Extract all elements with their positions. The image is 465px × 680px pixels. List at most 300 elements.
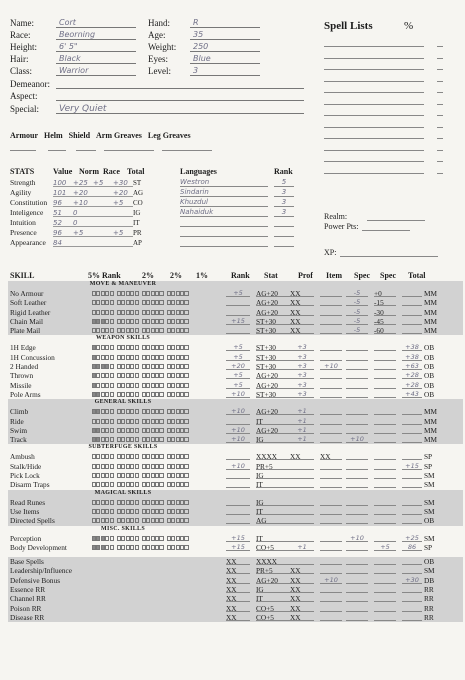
skill-total[interactable] xyxy=(402,426,422,434)
skill-item-bonus[interactable] xyxy=(320,471,342,479)
stat-norm[interactable]: +10 xyxy=(73,199,93,207)
language-rank[interactable] xyxy=(274,228,294,237)
skill-stat-bonus[interactable]: IT xyxy=(256,594,290,602)
skill-rank-boxes[interactable] xyxy=(92,518,189,524)
skill-spec1-bonus[interactable] xyxy=(346,585,368,593)
skill-stat-bonus[interactable]: AG+20 xyxy=(256,308,290,316)
eyes-value[interactable]: Blue xyxy=(190,54,260,64)
skill-stat-bonus[interactable]: IT xyxy=(256,417,290,425)
skill-rank-boxes[interactable] xyxy=(92,328,189,334)
skill-rank-boxes[interactable] xyxy=(92,409,189,415)
skill-spec2-bonus[interactable] xyxy=(374,353,396,361)
skill-item-bonus[interactable] xyxy=(320,516,342,524)
skill-prof-bonus[interactable]: XX xyxy=(290,576,314,584)
skill-item-bonus[interactable] xyxy=(320,308,342,316)
skill-prof-bonus[interactable]: +1 xyxy=(290,407,314,415)
skill-stat-bonus[interactable]: AG+20 xyxy=(256,407,290,415)
skill-total[interactable]: +38 xyxy=(402,343,422,351)
skill-item-bonus[interactable] xyxy=(320,585,342,593)
spell-list-line[interactable] xyxy=(324,173,424,174)
skill-total[interactable]: +38 xyxy=(402,353,422,361)
skill-spec1-bonus[interactable] xyxy=(346,462,368,470)
skill-rank-boxes[interactable] xyxy=(92,310,189,316)
skill-total[interactable] xyxy=(402,557,422,565)
skill-rank-bonus[interactable]: +10 xyxy=(226,462,250,470)
skill-rank-bonus[interactable] xyxy=(226,298,250,306)
skill-total[interactable] xyxy=(402,407,422,415)
skill-spec2-bonus[interactable]: -60 xyxy=(374,326,396,334)
skill-spec1-bonus[interactable]: -5 xyxy=(346,289,368,297)
stat-total[interactable] xyxy=(113,209,133,217)
skill-total[interactable] xyxy=(402,480,422,488)
skill-spec1-bonus[interactable] xyxy=(346,407,368,415)
race-value[interactable]: Beorning xyxy=(56,30,136,40)
skill-spec1-bonus[interactable] xyxy=(346,507,368,515)
skill-rank-bonus[interactable] xyxy=(226,498,250,506)
skill-item-bonus[interactable] xyxy=(320,326,342,334)
skill-rank-bonus[interactable]: XX xyxy=(226,594,250,602)
skill-spec1-bonus[interactable] xyxy=(346,543,368,551)
skill-item-bonus[interactable] xyxy=(320,298,342,306)
skill-total[interactable] xyxy=(402,308,422,316)
spell-list-percent-line[interactable] xyxy=(437,138,443,139)
stat-value[interactable]: 51 xyxy=(53,209,73,217)
skill-spec2-bonus[interactable] xyxy=(374,516,396,524)
skill-total[interactable] xyxy=(402,326,422,334)
language-entry[interactable]: Nahaiduk xyxy=(180,208,268,217)
skill-spec1-bonus[interactable] xyxy=(346,390,368,398)
skill-rank-bonus[interactable]: XX xyxy=(226,604,250,612)
skill-rank-bonus[interactable]: XX xyxy=(226,585,250,593)
spell-list-line[interactable] xyxy=(324,92,424,93)
skill-spec1-bonus[interactable]: -5 xyxy=(346,298,368,306)
skill-spec2-bonus[interactable] xyxy=(374,613,396,621)
skill-rank-boxes[interactable] xyxy=(92,345,189,351)
stat-race[interactable] xyxy=(93,199,113,207)
skill-spec1-bonus[interactable] xyxy=(346,557,368,565)
skill-stat-bonus[interactable]: XXXX xyxy=(256,452,290,460)
stat-value[interactable]: 96 xyxy=(53,199,73,207)
skill-prof-bonus[interactable]: XX xyxy=(290,613,314,621)
spell-list-line[interactable] xyxy=(324,69,424,70)
spell-list-line[interactable] xyxy=(324,81,424,82)
spell-list-percent-line[interactable] xyxy=(437,69,443,70)
skill-item-bonus[interactable]: +10 xyxy=(320,362,342,370)
spell-list-percent-line[interactable] xyxy=(437,46,443,47)
skill-prof-bonus[interactable]: XX xyxy=(290,594,314,602)
skill-prof-bonus[interactable]: XX xyxy=(290,566,314,574)
skill-rank-bonus[interactable] xyxy=(226,480,250,488)
spell-list-percent-line[interactable] xyxy=(437,173,443,174)
skill-spec2-bonus[interactable] xyxy=(374,585,396,593)
skill-prof-bonus[interactable]: +1 xyxy=(290,435,314,443)
skill-rank-bonus[interactable]: +5 xyxy=(226,371,250,379)
skill-stat-bonus[interactable]: ST+30 xyxy=(256,390,290,398)
skill-item-bonus[interactable] xyxy=(320,480,342,488)
special-value[interactable]: Very Quiet xyxy=(56,104,304,114)
language-entry[interactable]: Westron xyxy=(180,178,268,187)
skill-rank-bonus[interactable]: +10 xyxy=(226,426,250,434)
skill-spec2-bonus[interactable] xyxy=(374,343,396,351)
skill-prof-bonus[interactable]: XX xyxy=(290,452,314,460)
skill-rank-bonus[interactable]: +10 xyxy=(226,435,250,443)
skill-prof-bonus[interactable] xyxy=(290,516,314,524)
level-value[interactable]: 3 xyxy=(190,66,260,76)
skill-rank-boxes[interactable] xyxy=(92,473,189,479)
skill-prof-bonus[interactable]: XX xyxy=(290,308,314,316)
skill-rank-boxes[interactable] xyxy=(92,509,189,515)
skill-spec1-bonus[interactable] xyxy=(346,417,368,425)
skill-spec1-bonus[interactable] xyxy=(346,604,368,612)
skill-item-bonus[interactable] xyxy=(320,426,342,434)
skill-total[interactable]: +43 xyxy=(402,390,422,398)
skill-rank-bonus[interactable]: +20 xyxy=(226,362,250,370)
stat-value[interactable]: 100 xyxy=(53,179,73,187)
skill-spec1-bonus[interactable]: -5 xyxy=(346,326,368,334)
skill-stat-bonus[interactable]: ST+30 xyxy=(256,362,290,370)
stat-total[interactable] xyxy=(113,239,133,247)
language-rank[interactable]: 3 xyxy=(274,188,294,197)
skill-total[interactable] xyxy=(402,516,422,524)
skill-rank-boxes[interactable] xyxy=(92,419,189,425)
skill-spec2-bonus[interactable] xyxy=(374,452,396,460)
skill-rank-bonus[interactable]: +10 xyxy=(226,407,250,415)
skill-total[interactable] xyxy=(402,452,422,460)
arm-greaves-value[interactable] xyxy=(104,150,154,151)
skill-spec2-bonus[interactable]: -45 xyxy=(374,317,396,325)
xp-value[interactable] xyxy=(340,248,438,257)
skill-item-bonus[interactable] xyxy=(320,557,342,565)
skill-rank-bonus[interactable] xyxy=(226,308,250,316)
skill-spec2-bonus[interactable] xyxy=(374,594,396,602)
skill-item-bonus[interactable] xyxy=(320,604,342,612)
skill-total[interactable]: +28 xyxy=(402,381,422,389)
skill-item-bonus[interactable] xyxy=(320,371,342,379)
armor-value[interactable] xyxy=(10,150,36,151)
hair-value[interactable]: Black xyxy=(56,54,136,64)
skill-spec1-bonus[interactable] xyxy=(346,480,368,488)
language-entry[interactable]: Khuzdul xyxy=(180,198,268,207)
language-rank[interactable] xyxy=(274,218,294,227)
skill-rank-boxes[interactable] xyxy=(92,428,189,434)
power-points-value[interactable] xyxy=(362,222,410,231)
spell-list-line[interactable] xyxy=(324,58,424,59)
stat-value[interactable]: 84 xyxy=(53,239,73,247)
skill-item-bonus[interactable] xyxy=(320,613,342,621)
stat-race[interactable] xyxy=(93,209,113,217)
stat-total[interactable]: +30 xyxy=(113,179,133,187)
skill-total[interactable]: +15 xyxy=(402,462,422,470)
skill-total[interactable] xyxy=(402,317,422,325)
skill-rank-boxes[interactable] xyxy=(92,364,189,370)
skill-spec1-bonus[interactable] xyxy=(346,426,368,434)
skill-prof-bonus[interactable]: +3 xyxy=(290,390,314,398)
skill-item-bonus[interactable] xyxy=(320,462,342,470)
skill-total[interactable] xyxy=(402,507,422,515)
skill-item-bonus[interactable] xyxy=(320,343,342,351)
stat-norm[interactable]: +20 xyxy=(73,189,93,197)
skill-total[interactable] xyxy=(402,604,422,612)
skill-rank-boxes[interactable] xyxy=(92,319,189,325)
skill-stat-bonus[interactable]: CO+5 xyxy=(256,543,290,551)
skill-prof-bonus[interactable]: +1 xyxy=(290,417,314,425)
skill-spec2-bonus[interactable] xyxy=(374,371,396,379)
skill-total[interactable] xyxy=(402,417,422,425)
skill-rank-bonus[interactable] xyxy=(226,417,250,425)
skill-rank-boxes[interactable] xyxy=(92,536,189,542)
stat-race[interactable] xyxy=(93,189,113,197)
skill-spec2-bonus[interactable]: -15 xyxy=(374,298,396,306)
skill-prof-bonus[interactable]: +1 xyxy=(290,543,314,551)
skill-prof-bonus[interactable] xyxy=(290,557,314,565)
realm-value[interactable] xyxy=(367,212,425,221)
skill-total[interactable] xyxy=(402,585,422,593)
skill-spec2-bonus[interactable]: -30 xyxy=(374,308,396,316)
skill-total[interactable]: 86 xyxy=(402,543,422,551)
skill-rank-boxes[interactable] xyxy=(92,464,189,470)
skill-spec1-bonus[interactable] xyxy=(346,381,368,389)
skill-spec2-bonus[interactable] xyxy=(374,426,396,434)
skill-rank-bonus[interactable]: XX xyxy=(226,566,250,574)
skill-stat-bonus[interactable]: IG xyxy=(256,471,290,479)
skill-stat-bonus[interactable]: IT xyxy=(256,507,290,515)
skill-stat-bonus[interactable]: XXXX xyxy=(256,557,290,565)
skill-item-bonus[interactable] xyxy=(320,435,342,443)
skill-total[interactable]: +25 xyxy=(402,534,422,542)
skill-spec1-bonus[interactable] xyxy=(346,471,368,479)
skill-item-bonus[interactable] xyxy=(320,594,342,602)
stat-norm[interactable]: 0 xyxy=(73,219,93,227)
skill-spec2-bonus[interactable] xyxy=(374,462,396,470)
language-entry[interactable]: Sindarin xyxy=(180,188,268,197)
stat-norm[interactable] xyxy=(73,239,93,247)
skill-stat-bonus[interactable]: AG+20 xyxy=(256,576,290,584)
skill-item-bonus[interactable]: +10 xyxy=(320,576,342,584)
skill-prof-bonus[interactable]: XX xyxy=(290,604,314,612)
skill-rank-bonus[interactable]: +15 xyxy=(226,534,250,542)
stat-norm[interactable]: +25 xyxy=(73,179,93,187)
skill-total[interactable] xyxy=(402,594,422,602)
spell-list-line[interactable] xyxy=(324,104,424,105)
skill-spec2-bonus[interactable] xyxy=(374,435,396,443)
skill-spec1-bonus[interactable]: +10 xyxy=(346,534,368,542)
skill-stat-bonus[interactable]: AG+20 xyxy=(256,426,290,434)
skill-spec2-bonus[interactable] xyxy=(374,381,396,389)
skill-rank-bonus[interactable]: XX xyxy=(226,613,250,621)
skill-spec2-bonus[interactable] xyxy=(374,407,396,415)
skill-rank-bonus[interactable] xyxy=(226,507,250,515)
age-value[interactable]: 35 xyxy=(190,30,260,40)
skill-prof-bonus[interactable]: +3 xyxy=(290,381,314,389)
spell-list-percent-line[interactable] xyxy=(437,92,443,93)
stat-value[interactable]: 101 xyxy=(53,189,73,197)
language-entry[interactable] xyxy=(180,238,268,247)
skill-rank-bonus[interactable]: +15 xyxy=(226,317,250,325)
skill-spec1-bonus[interactable] xyxy=(346,516,368,524)
skill-total[interactable] xyxy=(402,471,422,479)
skill-rank-boxes[interactable] xyxy=(92,392,189,398)
skill-total[interactable] xyxy=(402,435,422,443)
skill-item-bonus[interactable] xyxy=(320,289,342,297)
stat-race[interactable]: +5 xyxy=(93,179,113,187)
skill-spec2-bonus[interactable] xyxy=(374,576,396,584)
spell-list-line[interactable] xyxy=(324,115,424,116)
skill-rank-bonus[interactable]: +10 xyxy=(226,390,250,398)
skill-item-bonus[interactable] xyxy=(320,534,342,542)
skill-rank-boxes[interactable] xyxy=(92,454,189,460)
helm-value[interactable] xyxy=(48,150,66,151)
skill-spec2-bonus[interactable] xyxy=(374,534,396,542)
skill-prof-bonus[interactable]: +3 xyxy=(290,371,314,379)
skill-rank-bonus[interactable] xyxy=(226,516,250,524)
spell-list-percent-line[interactable] xyxy=(437,58,443,59)
skill-rank-boxes[interactable] xyxy=(92,355,189,361)
skill-spec1-bonus[interactable] xyxy=(346,566,368,574)
skill-prof-bonus[interactable] xyxy=(290,534,314,542)
stat-total[interactable]: +5 xyxy=(113,199,133,207)
skill-total[interactable] xyxy=(402,498,422,506)
skill-stat-bonus[interactable]: AG xyxy=(256,516,290,524)
skill-spec2-bonus[interactable] xyxy=(374,604,396,612)
spell-list-line[interactable] xyxy=(324,161,424,162)
spell-list-percent-line[interactable] xyxy=(437,161,443,162)
skill-item-bonus[interactable] xyxy=(320,417,342,425)
skill-prof-bonus[interactable] xyxy=(290,507,314,515)
skill-rank-boxes[interactable] xyxy=(92,383,189,389)
skill-stat-bonus[interactable]: ST+30 xyxy=(256,326,290,334)
skill-total[interactable] xyxy=(402,289,422,297)
skill-prof-bonus[interactable]: +1 xyxy=(290,426,314,434)
skill-spec2-bonus[interactable] xyxy=(374,471,396,479)
stat-total[interactable] xyxy=(113,219,133,227)
spell-list-percent-line[interactable] xyxy=(437,115,443,116)
skill-total[interactable] xyxy=(402,298,422,306)
skill-rank-boxes[interactable] xyxy=(92,482,189,488)
stat-race[interactable] xyxy=(93,229,113,237)
skill-spec2-bonus[interactable] xyxy=(374,557,396,565)
skill-stat-bonus[interactable]: PR+5 xyxy=(256,462,290,470)
skill-rank-bonus[interactable]: XX xyxy=(226,576,250,584)
language-entry[interactable] xyxy=(180,228,268,237)
skill-rank-bonus[interactable]: +5 xyxy=(226,381,250,389)
skill-rank-boxes[interactable] xyxy=(92,545,189,551)
skill-spec2-bonus[interactable] xyxy=(374,498,396,506)
spell-list-line[interactable] xyxy=(324,46,424,47)
skill-rank-bonus[interactable]: +15 xyxy=(226,543,250,551)
skill-rank-bonus[interactable]: XX xyxy=(226,557,250,565)
skill-prof-bonus[interactable]: XX xyxy=(290,289,314,297)
skill-total[interactable] xyxy=(402,566,422,574)
skill-prof-bonus[interactable]: XX xyxy=(290,585,314,593)
skill-spec2-bonus[interactable] xyxy=(374,390,396,398)
skill-stat-bonus[interactable]: CO+5 xyxy=(256,613,290,621)
hand-value[interactable]: R xyxy=(190,18,260,28)
stat-value[interactable]: 96 xyxy=(53,229,73,237)
skill-spec1-bonus[interactable] xyxy=(346,594,368,602)
height-value[interactable]: 6' 5" xyxy=(56,42,136,52)
skill-spec1-bonus[interactable] xyxy=(346,498,368,506)
skill-stat-bonus[interactable]: CO+5 xyxy=(256,604,290,612)
skill-rank-bonus[interactable] xyxy=(226,452,250,460)
skill-stat-bonus[interactable]: ST+30 xyxy=(256,317,290,325)
spell-list-percent-line[interactable] xyxy=(437,150,443,151)
shield-value[interactable] xyxy=(76,150,96,151)
name-value[interactable]: Cort xyxy=(56,18,136,28)
spell-list-percent-line[interactable] xyxy=(437,127,443,128)
stat-total[interactable]: +5 xyxy=(113,229,133,237)
stat-total[interactable]: +20 xyxy=(113,189,133,197)
skill-item-bonus[interactable] xyxy=(320,381,342,389)
weight-value[interactable]: 250 xyxy=(190,42,260,52)
skill-item-bonus[interactable] xyxy=(320,498,342,506)
language-rank[interactable]: 3 xyxy=(274,198,294,207)
skill-rank-boxes[interactable] xyxy=(92,300,189,306)
stat-race[interactable] xyxy=(93,239,113,247)
skill-rank-bonus[interactable]: +5 xyxy=(226,353,250,361)
skill-item-bonus[interactable] xyxy=(320,317,342,325)
skill-stat-bonus[interactable]: IG xyxy=(256,498,290,506)
spell-list-percent-line[interactable] xyxy=(437,81,443,82)
skill-spec1-bonus[interactable]: -5 xyxy=(346,308,368,316)
language-rank[interactable]: 5 xyxy=(274,178,294,187)
skill-spec1-bonus[interactable] xyxy=(346,576,368,584)
skill-rank-bonus[interactable] xyxy=(226,471,250,479)
skill-spec2-bonus[interactable] xyxy=(374,362,396,370)
skill-total[interactable]: +30 xyxy=(402,576,422,584)
stat-race[interactable] xyxy=(93,219,113,227)
skill-spec2-bonus[interactable]: +0 xyxy=(374,289,396,297)
stat-norm[interactable]: +5 xyxy=(73,229,93,237)
skill-prof-bonus[interactable]: +3 xyxy=(290,343,314,351)
skill-prof-bonus[interactable] xyxy=(290,498,314,506)
skill-stat-bonus[interactable]: IG xyxy=(256,435,290,443)
skill-rank-boxes[interactable] xyxy=(92,500,189,506)
skill-spec1-bonus[interactable]: -5 xyxy=(346,317,368,325)
skill-spec1-bonus[interactable] xyxy=(346,353,368,361)
skill-stat-bonus[interactable]: AG+20 xyxy=(256,298,290,306)
skill-prof-bonus[interactable] xyxy=(290,471,314,479)
skill-stat-bonus[interactable]: AG+20 xyxy=(256,289,290,297)
skill-item-bonus[interactable] xyxy=(320,566,342,574)
skill-stat-bonus[interactable]: AG+20 xyxy=(256,371,290,379)
language-entry[interactable] xyxy=(180,218,268,227)
skill-item-bonus[interactable] xyxy=(320,353,342,361)
skill-rank-bonus[interactable]: +5 xyxy=(226,289,250,297)
leg-greaves-value[interactable] xyxy=(162,150,212,151)
aspect-value[interactable] xyxy=(56,91,304,101)
skill-spec1-bonus[interactable] xyxy=(346,362,368,370)
spell-list-percent-line[interactable] xyxy=(437,104,443,105)
skill-prof-bonus[interactable]: +3 xyxy=(290,362,314,370)
skill-spec1-bonus[interactable] xyxy=(346,371,368,379)
spell-list-line[interactable] xyxy=(324,150,424,151)
skill-item-bonus[interactable] xyxy=(320,507,342,515)
skill-stat-bonus[interactable]: IT xyxy=(256,534,290,542)
skill-item-bonus[interactable] xyxy=(320,407,342,415)
skill-prof-bonus[interactable] xyxy=(290,462,314,470)
skill-spec1-bonus[interactable]: +10 xyxy=(346,435,368,443)
skill-spec2-bonus[interactable] xyxy=(374,507,396,515)
language-rank[interactable]: 3 xyxy=(274,208,294,217)
skill-spec2-bonus[interactable] xyxy=(374,417,396,425)
skill-total[interactable]: +63 xyxy=(402,362,422,370)
language-rank[interactable] xyxy=(274,238,294,247)
skill-spec1-bonus[interactable] xyxy=(346,343,368,351)
skill-spec1-bonus[interactable] xyxy=(346,613,368,621)
skill-rank-boxes[interactable] xyxy=(92,291,189,297)
stat-norm[interactable]: 0 xyxy=(73,209,93,217)
skill-spec1-bonus[interactable] xyxy=(346,452,368,460)
